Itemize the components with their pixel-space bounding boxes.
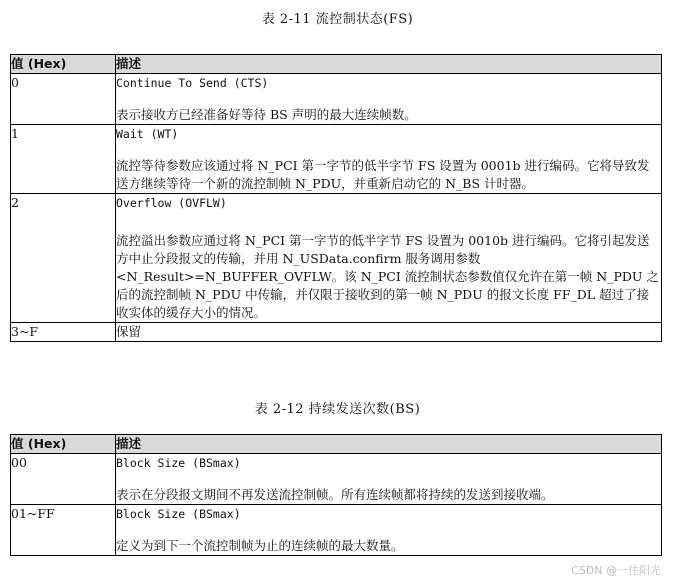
param-name: Wait (WT) <box>116 127 179 141</box>
table-row <box>11 74 662 125</box>
row-value: 00 <box>11 454 116 505</box>
row-description <box>116 74 662 125</box>
header-value: 值 (Hex) <box>11 55 116 74</box>
param-text: 流控等待参数应该通过将 N_PCI 第一字节的低半字节 FS 设置为 0001b 进行编码。它将导致发送方继续等待一个新的流控制帧 N_PDU，并重新启动它的 N_BS 计时器。 <box>116 158 650 191</box>
row-description <box>116 194 662 323</box>
table-row <box>11 323 662 342</box>
row-description <box>116 505 662 556</box>
block-size-table <box>10 434 662 556</box>
param-name: Block Size (BSmax) <box>116 507 241 521</box>
row-value: 1 <box>11 125 116 194</box>
row-description <box>116 125 662 194</box>
param-text: 流控溢出参数应通过将 N_PCI 第一字节的低半字节 FS 设置为 0010b 进行编码。它将引起发送方中止分段报文的传输，并用 N_USData.confirm 服务调用参数<N_Result>=N_BUFFER_OVFLW。该 N_PCI 流控制状态参数值仅允许在第一帧 N_PDU 之后的流控制帧 N_PDU 中传输，并仅限于接收到的第一帧 N_PDU 的报文长度 FF_DL 超过了接收实体的缓存大小的情况。 <box>116 233 659 320</box>
table-row <box>11 194 662 323</box>
table-header-row <box>11 435 662 454</box>
param-text: 保留 <box>116 324 142 339</box>
row-value: 01~FF <box>11 505 116 556</box>
row-value: 2 <box>11 194 116 323</box>
header-value: 值 (Hex) <box>11 435 116 454</box>
param-name: Overflow (OVFLW) <box>116 196 227 210</box>
table2-caption: 表 2-12 持续发送次数(BS) <box>254 402 421 417</box>
row-value: 0 <box>11 74 116 125</box>
param-text: 表示接收方已经准备好等待 BS 声明的最大连续帧数。 <box>116 107 417 122</box>
table-row <box>11 505 662 556</box>
table-row <box>11 454 662 505</box>
table-header-row <box>11 55 662 74</box>
param-name: Continue To Send (CTS) <box>116 76 269 90</box>
watermark: CSDN @一往阳光 <box>571 564 661 577</box>
row-description <box>116 454 662 505</box>
flow-status-table <box>10 54 662 342</box>
header-description: 描述 <box>116 435 662 454</box>
header-description: 描述 <box>116 55 662 74</box>
table-row <box>11 125 662 194</box>
row-value: 3~F <box>11 323 116 342</box>
param-text: 定义为到下一个流控制帧为止的连续帧的最大数量。 <box>116 538 404 553</box>
param-text: 表示在分段报文期间不再发送流控制帧。所有连续帧都将持续的发送到接收端。 <box>116 487 554 502</box>
param-name: Block Size (BSmax) <box>116 456 241 470</box>
table1-caption: 表 2-11 流控制状态(FS) <box>261 12 414 27</box>
row-description <box>116 323 662 342</box>
